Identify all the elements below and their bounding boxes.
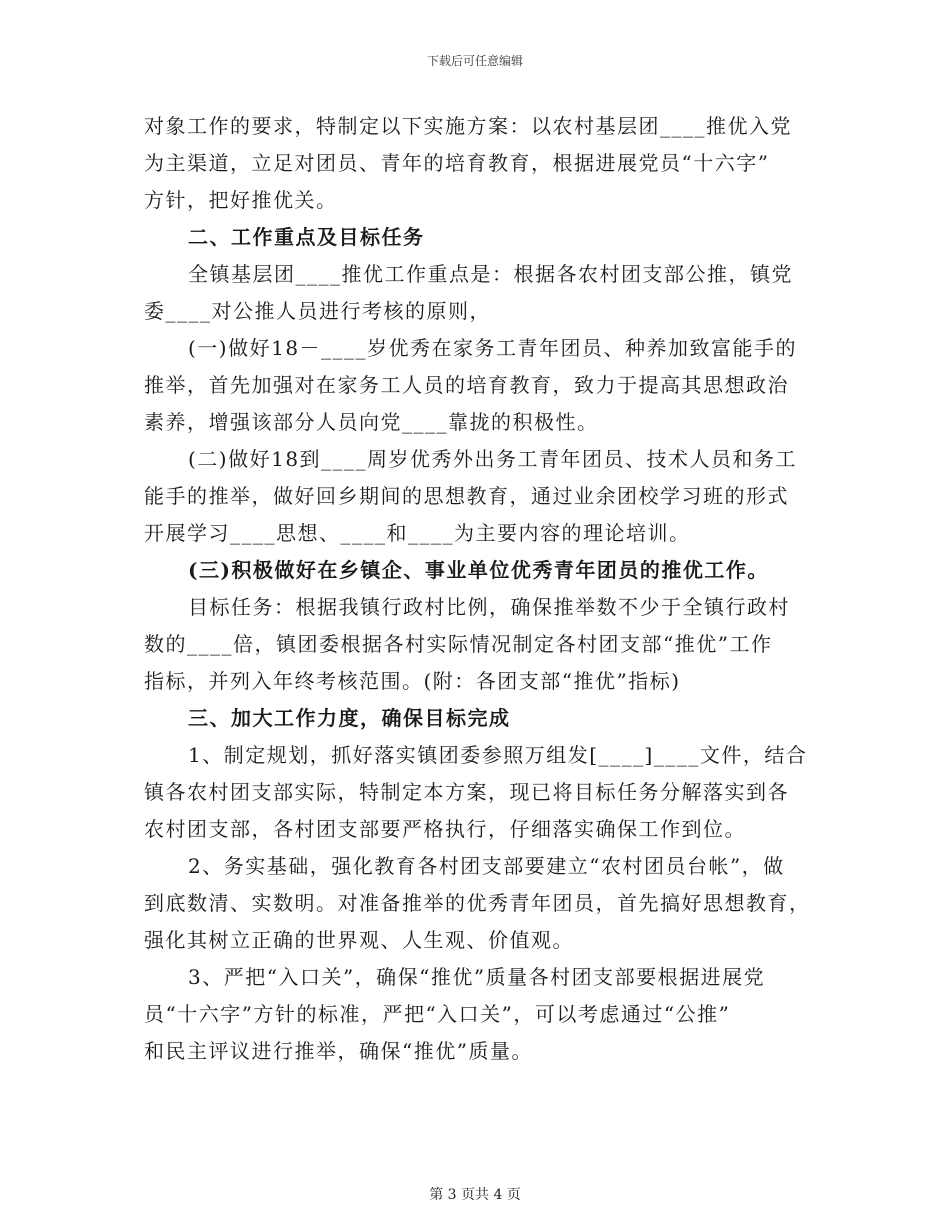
paragraph-line: 为主渠道，立足对团员、青年的培育教育，根据进展党员“十六字” xyxy=(144,151,770,175)
paragraph-line: 农村团支部，各村团支部要严格执行，仔细落实确保工作到位。 xyxy=(144,817,746,841)
paragraph-line: 镇各农村团支部实际，特制定本方案，现已将目标任务分解落实到各 xyxy=(144,780,789,804)
paragraph-line: (一)做好18－____岁优秀在家务工青年团员、种养加致富能手的 xyxy=(188,336,798,360)
paragraph-line: (二)做好18到____周岁优秀外出务工青年团员、技术人员和务工 xyxy=(188,447,798,471)
paragraph-line: 强化其树立正确的世界观、人生观、价值观。 xyxy=(144,928,574,952)
paragraph-line: 推举，首先加强对在家务工人员的培育教育，致力于提高其思想政治 xyxy=(144,373,789,397)
document-body xyxy=(144,108,811,1070)
paragraph-line: 员“十六字”方针的标准，严把“入口关”，可以考虑通过“公推” xyxy=(144,1002,731,1026)
paragraph-line: 指标，并列入年终考核范围。(附：各团支部“推优”指标) xyxy=(144,669,681,693)
paragraph-line: 能手的推举，做好回乡期间的思想教育，通过业余团校学习班的形式 xyxy=(144,484,789,508)
paragraph-line: 开展学习____思想、____和____为主要内容的理论培训。 xyxy=(144,521,691,545)
paragraph-line: 3、严把“入口关”，确保“推优”质量各村团支部要根据进展党 xyxy=(188,965,766,989)
paragraph-line: 方针，把好推优关。 xyxy=(144,188,338,212)
paragraph-line: 到底数清、实数明。对准备推举的优秀青年团员，首先搞好思想教育， xyxy=(144,891,811,915)
paragraph-line: 全镇基层团____推优工作重点是：根据各农村团支部公推，镇党 xyxy=(188,262,793,286)
paragraph-line: 目标任务：根据我镇行政村比例，确保推举数不少于全镇行政村 xyxy=(188,595,790,619)
paragraph-line: 和民主评议进行推举，确保“推优”质量。 xyxy=(144,1039,533,1063)
section-heading-line: 二、工作重点及目标任务 xyxy=(188,225,425,249)
paragraph-line: 1、制定规划，抓好落实镇团委参照万组发[____]____文件，结合 xyxy=(188,743,808,767)
paragraph-line: 委____对公推人员进行考核的原则， xyxy=(144,299,491,323)
paragraph-line: 素养，增强该部分人员向党____靠拢的积极性。 xyxy=(144,410,599,434)
page-number-footer: 第 3 页共 4 页 xyxy=(429,1187,521,1203)
section-heading-line: (三)积极做好在乡镇企、事业单位优秀青年团员的推优工作。 xyxy=(188,558,769,582)
paragraph-line: 2、务实基础，强化教育各村团支部要建立“农村团员台帐”，做 xyxy=(188,854,785,878)
page-header-note: 下载后可任意编辑 xyxy=(426,54,523,68)
paragraph-line: 数的____倍，镇团委根据各村实际情况制定各村团支部“推优”工作 xyxy=(144,632,773,656)
paragraph-line: 对象工作的要求，特制定以下实施方案：以农村基层团____推优入党 xyxy=(144,114,792,138)
section-heading-line: 三、加大工作力度，确保目标完成 xyxy=(188,706,511,730)
